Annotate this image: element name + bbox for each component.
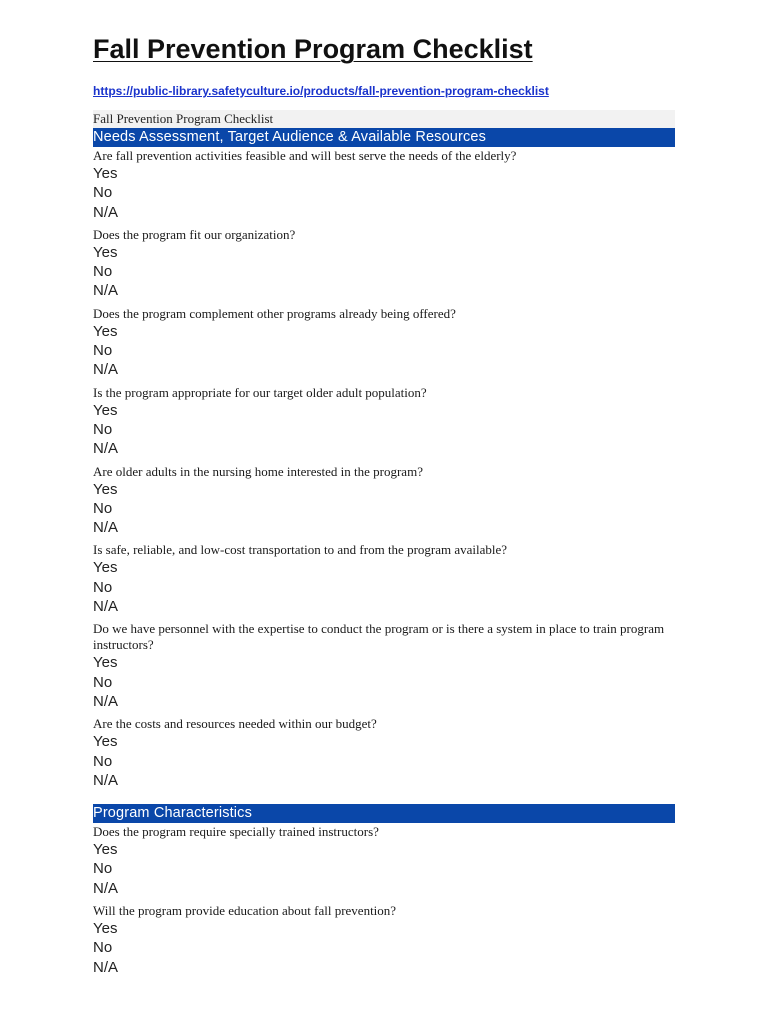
question-text: Do we have personnel with the expertise to conduct the program or is there a system in place to train program instructors? bbox=[93, 621, 665, 653]
section-program-characteristics bbox=[93, 804, 675, 977]
option-yes[interactable]: Yes bbox=[93, 654, 118, 672]
option-no[interactable]: No bbox=[93, 420, 113, 438]
sheet-title: Fall Prevention Program Checklist bbox=[93, 110, 675, 128]
checklist-item bbox=[93, 463, 675, 538]
answer-options bbox=[93, 732, 675, 790]
option-na[interactable]: N/A bbox=[93, 692, 119, 710]
option-no[interactable]: No bbox=[93, 578, 113, 596]
answer-options bbox=[93, 919, 675, 977]
option-yes[interactable]: Yes bbox=[93, 165, 118, 182]
question-text: Are the costs and resources needed within our budget? bbox=[93, 716, 377, 732]
question-text: Are older adults in the nursing home interested in the program? bbox=[93, 463, 423, 479]
option-yes[interactable]: Yes bbox=[93, 559, 118, 577]
answer-options bbox=[93, 322, 675, 380]
question-text: Will the program provide education about fall prevention? bbox=[93, 903, 397, 919]
option-no[interactable]: No bbox=[93, 184, 113, 202]
answer-options bbox=[93, 653, 675, 711]
checklist-item bbox=[93, 620, 675, 711]
option-no[interactable]: No bbox=[93, 499, 113, 517]
option-yes[interactable]: Yes bbox=[93, 841, 118, 859]
checklist-item bbox=[93, 541, 675, 616]
option-yes[interactable]: Yes bbox=[93, 401, 118, 419]
checklist-item bbox=[93, 305, 675, 380]
option-na[interactable]: N/A bbox=[93, 203, 119, 221]
option-no[interactable]: No bbox=[93, 752, 113, 770]
source-link[interactable]: https://public-library.safetyculture.io/products/fall-prevention-program-checklist bbox=[93, 84, 549, 98]
section-header: Program Characteristics bbox=[93, 804, 675, 823]
option-yes[interactable]: Yes bbox=[93, 733, 118, 751]
option-na[interactable]: N/A bbox=[93, 958, 119, 976]
question-text: Does the program require specially trained instructors? bbox=[93, 824, 379, 840]
checklist-item bbox=[93, 226, 675, 301]
document-title: Fall Prevention Program Checklist bbox=[93, 34, 533, 64]
answer-options bbox=[93, 840, 675, 898]
question-text: Are fall prevention activities feasible and will best serve the needs of the elderly? bbox=[93, 148, 517, 163]
checklist-item bbox=[93, 823, 675, 898]
option-no[interactable]: No bbox=[93, 342, 113, 360]
option-no[interactable]: No bbox=[93, 939, 113, 957]
answer-options bbox=[93, 558, 675, 616]
section-header: Needs Assessment, Target Audience & Available Resources bbox=[93, 128, 675, 147]
answer-options bbox=[93, 401, 675, 459]
option-na[interactable]: N/A bbox=[93, 879, 119, 897]
option-na[interactable]: N/A bbox=[93, 771, 119, 789]
option-na[interactable]: N/A bbox=[93, 598, 119, 616]
section-needs-assessment bbox=[93, 128, 675, 790]
answer-options bbox=[93, 243, 675, 301]
option-na[interactable]: N/A bbox=[93, 361, 119, 379]
checklist-item bbox=[93, 902, 675, 977]
option-no[interactable]: No bbox=[93, 673, 113, 691]
checklist-item bbox=[93, 384, 675, 459]
checklist-item bbox=[93, 715, 675, 790]
question-text: Is the program appropriate for our target older adult population? bbox=[93, 384, 427, 400]
option-yes[interactable]: Yes bbox=[93, 322, 118, 340]
question-text: Does the program complement other programs already being offered? bbox=[93, 305, 456, 321]
option-na[interactable]: N/A bbox=[93, 519, 119, 537]
checklist-sheet bbox=[93, 110, 675, 977]
option-no[interactable]: No bbox=[93, 860, 113, 878]
question-text: Does the program fit our organization? bbox=[93, 226, 296, 242]
checklist-item bbox=[93, 147, 675, 222]
option-yes[interactable]: Yes bbox=[93, 243, 118, 261]
answer-options bbox=[93, 480, 675, 538]
question-text: Is safe, reliable, and low-cost transportation to and from the program available? bbox=[93, 542, 508, 558]
option-no[interactable]: No bbox=[93, 263, 113, 281]
option-yes[interactable]: Yes bbox=[93, 480, 118, 498]
option-na[interactable]: N/A bbox=[93, 282, 119, 300]
option-na[interactable]: N/A bbox=[93, 440, 119, 458]
answer-options bbox=[93, 164, 675, 222]
option-yes[interactable]: Yes bbox=[93, 920, 118, 938]
